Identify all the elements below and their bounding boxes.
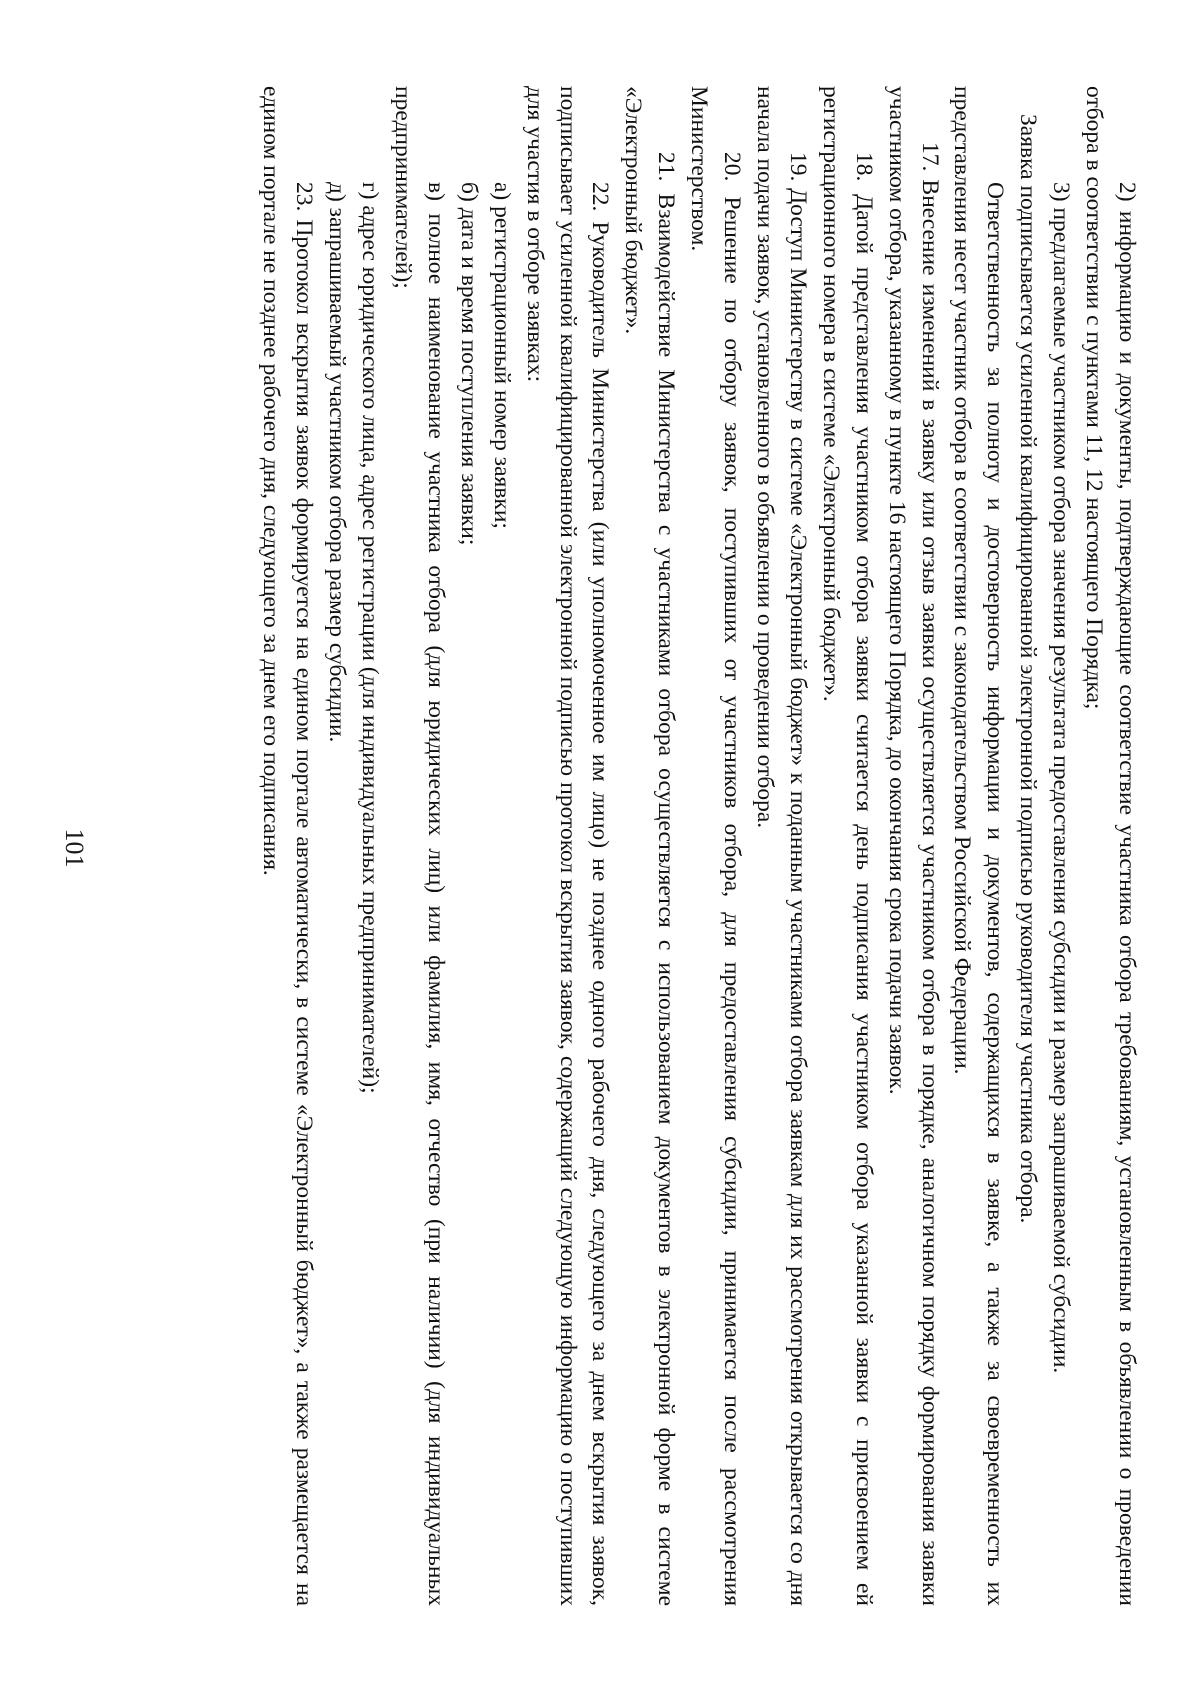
list-item-d: д) запрашиваемый участником отбора размер субсидии. — [324, 182, 351, 743]
paragraph-23: 23. Протокол вскрытия заявок формируется на едином портале автоматически, в системе «Электронный бюджет», а также размещается на едином портале не позднее рабочего дня, следующего за днем его подписания. — [258, 86, 318, 1606]
paragraph-19: 19. Доступ Министерству в системе «Электронный бюджет» к поданным участниками отбора заявкам для их рассмотрения открывается со дня начала подачи заявок, установленного в объявлении о проведении отбора. — [752, 86, 811, 1606]
paragraph-item-2: 2) информацию и документы, подтверждающие соответствие участника отбора требованиям, установленным в объявлении о проведении отбора в соответствии с пунктами 11, 12 настоящего Порядка; — [1081, 86, 1140, 1606]
paragraph-20: 20. Решение по отбору заявок, поступивших от участников отбора, для предоставления субсидии, принимается после рассмотрения Министерством. — [686, 86, 746, 1606]
paragraph-item-3: 3) предлагаемые участником отбора значения результата предоставления субсидии и размер запрашиваемой субсидии. — [1048, 182, 1075, 1374]
list-item-v: в) полное наименование участника отбора (для юридических лиц) или фамилия, имя, отчество (при наличии) (для индивидуальных предпринимателей); — [390, 86, 449, 1606]
page-number: 101 — [60, 828, 89, 868]
paragraph-responsibility: Ответственность за полноту и достоверность информации и документов, содержащихся в заявке, а также за своевременность их представления несет участник отбора в соответствии с законодательством Российской Федерации. — [949, 86, 1009, 1606]
paragraph-signature: Заявка подписывается усиленной квалифицированной электронной подписью руководителя участника отбора. — [1015, 114, 1042, 1224]
paragraph-21: 21. Взаимодействие Министерства с участниками отбора осуществляется с использованием документов в электронной форме в системе «Электронный бюджет». — [620, 86, 680, 1606]
paragraph-18: 18. Датой представления участником отбора заявки считается день подписания участником отбора указанной заявки с присвоением ей регистрационного номера в системе «Электронный бюджет». — [817, 86, 877, 1606]
paragraph-22: 22. Руководитель Министерства (или уполномоченное им лицо) не позднее одного рабочего дня, следующего за днем вскрытия заявок, подписывает усиленной квалифицированной электронной подписью протокол вскрытия заявок, содержащий следующую информацию о поступивших для участия в отборе заявках: — [521, 86, 614, 1606]
list-item-b: б) дата и время поступления заявки; — [455, 182, 482, 546]
paragraph-17: 17. Внесение изменений в заявку или отзыв заявки осуществляется участником отбора в порядке, аналогичном порядку формирования заявки участником отбора, указанному в пункте 16 настоящего Порядка, до окончания срока подачи заявок. — [883, 86, 943, 1606]
list-item-a: а) регистрационный номер заявки; — [488, 182, 515, 529]
rotated-text-block — [143, 86, 1143, 1606]
list-item-g: г) адрес юридического лица, адрес регистрации (для индивидуальных предпринимателей); — [357, 182, 384, 1094]
